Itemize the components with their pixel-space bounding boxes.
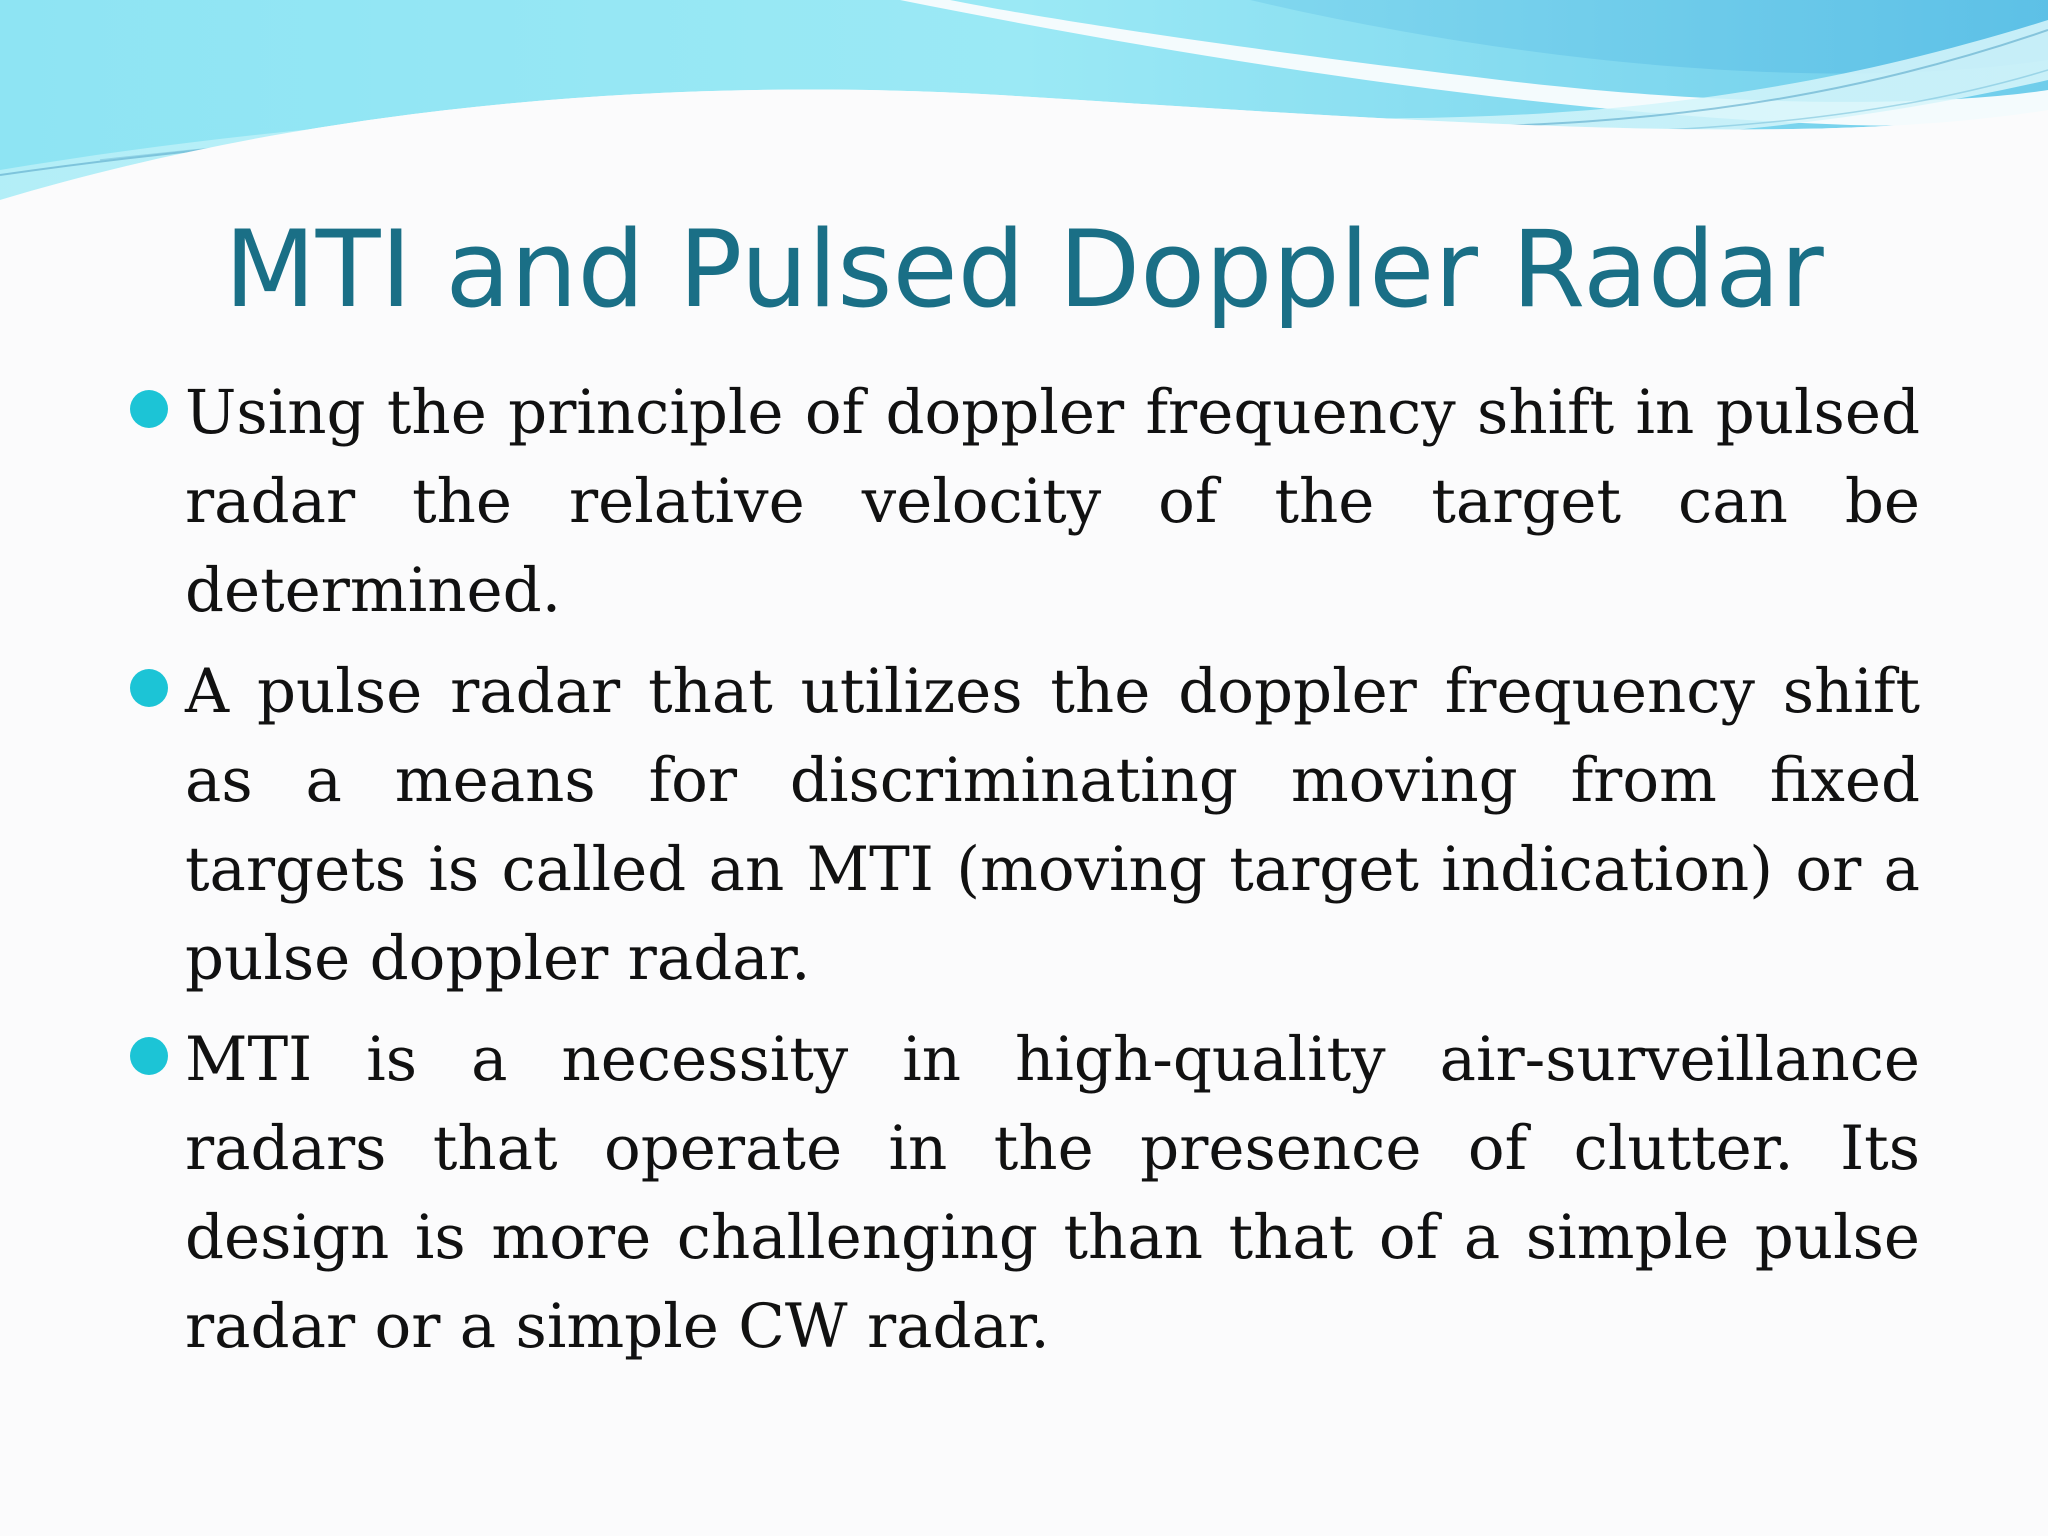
bullet-text-3: MTI is a necessity in high-quality air-surveillance radars that operate in the presence of clutter. Its design is more challenging than that of a simple pulse radar or a simple CW radar.: [185, 1024, 1920, 1362]
bullet-list: [185, 368, 1920, 1371]
bullet-dot-icon: [130, 390, 168, 428]
bullet-text-1: Using the principle of doppler frequency shift in pulsed radar the relative velocity of the target can be determined.: [185, 377, 1920, 626]
bullet-item-3: [185, 1015, 1920, 1371]
bullet-item-2: [185, 647, 1920, 1003]
bullet-item-1: [185, 368, 1920, 635]
bullet-text-2: A pulse radar that utilizes the doppler frequency shift as a means for discriminating moving from fixed targets is called an MTI (moving target indication) or a pulse doppler radar.: [185, 656, 1920, 994]
bullet-dot-icon: [130, 1037, 168, 1075]
slide-title: MTI and Pulsed Doppler Radar: [224, 208, 1824, 331]
bullet-dot-icon: [130, 669, 168, 707]
